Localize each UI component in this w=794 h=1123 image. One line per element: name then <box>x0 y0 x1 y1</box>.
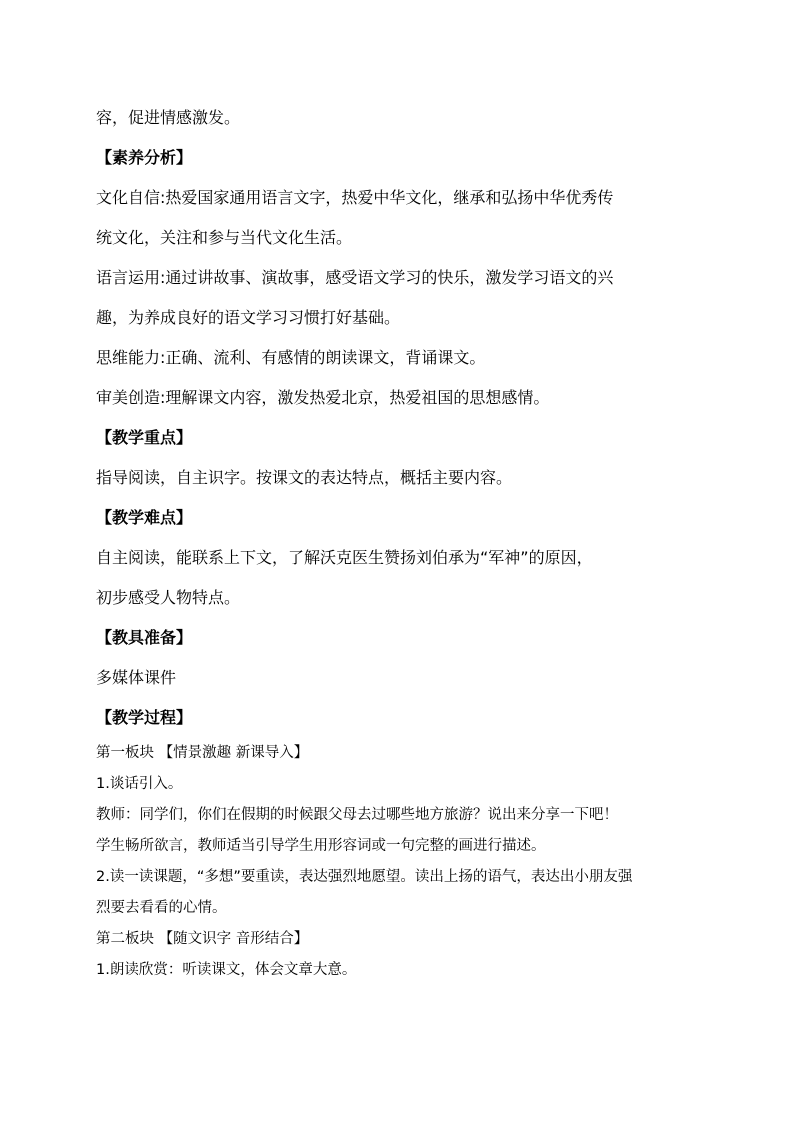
paragraph-shenmei: 审美创造:理解课文内容，激发热爱北京，热爱祖国的思想感情。 <box>96 388 550 407</box>
paragraph-yuyan-line1: 语言运用:通过讲故事、演故事，感受语文学习的快乐，激发学习语文的兴 <box>96 268 614 287</box>
paragraph-yuyan-line2: 趣，为养成良好的语文学习习惯打好基础。 <box>96 308 401 327</box>
teacher-line: 教师：同学们，你们在假期的时候跟父母去过哪些地方旅游？说出来分享一下吧！ <box>96 807 618 823</box>
step-1-2-line2: 烈要去看看的心情。 <box>96 900 227 916</box>
paragraph-continuation: 容，促进情感激发。 <box>96 108 241 127</box>
heading-jiaoxue-guocheng: 【教学过程】 <box>96 708 193 727</box>
section-bankuai-2: 第二板块 【随文识字 音形结合】 <box>96 931 309 947</box>
paragraph-wenhua-line2: 统文化，关注和参与当代文化生活。 <box>96 228 353 247</box>
step-1-2-line1: 2.读一读课题，“多想”要重读，表达强烈地愿望。读出上扬的语气，表达出小朋友强 <box>96 869 633 885</box>
heading-jiaoju-zhunbei: 【教具准备】 <box>96 628 193 647</box>
heading-jiaoxue-nandian: 【教学难点】 <box>96 508 193 527</box>
step-2-1: 1.朗读欣赏：听读课文，体会文章大意。 <box>96 962 357 978</box>
step-1-1: 1.谈话引入。 <box>96 776 183 792</box>
heading-suyang-fenxi: 【素养分析】 <box>96 148 193 167</box>
students-line: 学生畅所欲言，教师适当引导学生用形容词或一句完整的画进行描述。 <box>96 838 546 854</box>
paragraph-nandian-line2: 初步感受人物特点。 <box>96 588 241 607</box>
heading-jiaoxue-zhongdian: 【教学重点】 <box>96 428 193 447</box>
paragraph-siwei: 思维能力:正确、流利、有感情的朗读课文，背诵课文。 <box>96 348 486 367</box>
section-bankuai-1: 第一板块 【情景激趣 新课导入】 <box>96 745 309 761</box>
document-page <box>96 98 706 986</box>
paragraph-zhongdian: 指导阅读，自主识字。按课文的表达特点，概括主要内容。 <box>96 468 513 487</box>
paragraph-jiaoju: 多媒体课件 <box>96 668 177 687</box>
paragraph-nandian-line1: 自主阅读，能联系上下文，了解沃克医生赞扬刘伯承为“军神”的原因， <box>96 548 593 567</box>
paragraph-wenhua-line1: 文化自信:热爱国家通用语言文字，热爱中华文化，继承和弘扬中华优秀传 <box>96 188 614 207</box>
